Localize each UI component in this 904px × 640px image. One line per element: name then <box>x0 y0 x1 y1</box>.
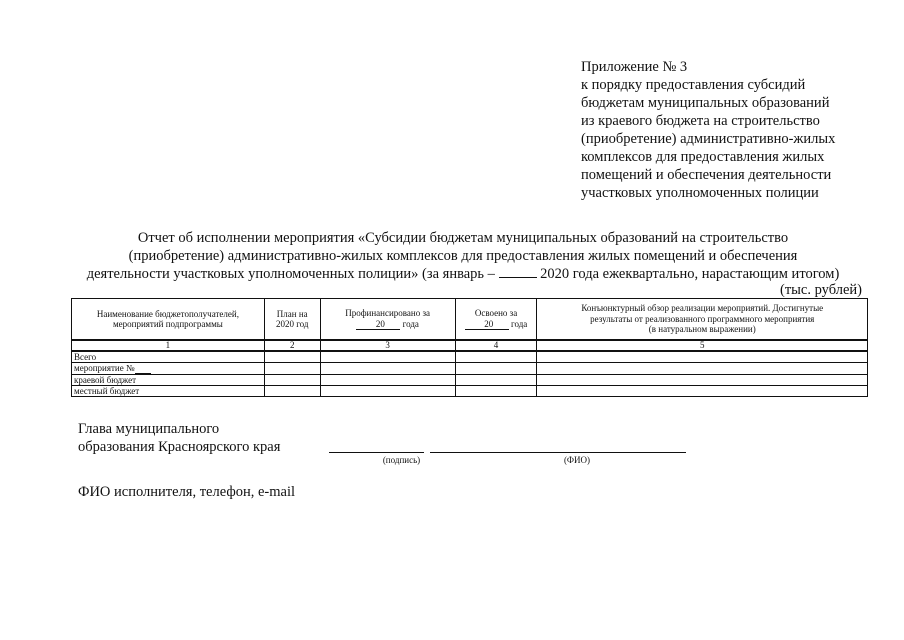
executor-contact-label: ФИО исполнителя, телефон, e-mail <box>78 484 296 500</box>
table-cell[interactable] <box>320 363 455 375</box>
report-table <box>71 298 868 397</box>
financed-year: 20 <box>372 319 388 331</box>
table-cell[interactable] <box>537 386 868 397</box>
appendix-line: помещений и обеспечения деятельности <box>581 167 832 183</box>
financed-year-blank[interactable] <box>388 319 400 331</box>
table-cell[interactable] <box>455 386 537 397</box>
column-number: 1 <box>72 340 265 351</box>
appendix-line: бюджетам муниципальных образований <box>581 95 830 111</box>
table-cell[interactable] <box>264 363 320 375</box>
appendix-line: участковых уполномоченных полиции <box>581 185 819 201</box>
appendix-line: комплексов для предоставления жилых <box>581 149 825 165</box>
table-cell[interactable] <box>320 351 455 363</box>
report-title-line-3-end: 2020 года ежеквартально, нарастающим итогом) <box>540 266 840 282</box>
table-cell[interactable] <box>264 386 320 397</box>
table-row <box>72 386 868 397</box>
column-number-row <box>72 340 868 351</box>
header-financed: Профинансировано за 20 года <box>320 299 455 341</box>
row-label-regional-budget: краевой бюджет <box>72 375 265 386</box>
header-recipients: Наименование бюджетополучателей, мероприятий подпрограммы <box>72 299 265 341</box>
table-row <box>72 363 868 375</box>
table-cell[interactable] <box>537 363 868 375</box>
table-cell[interactable] <box>455 363 537 375</box>
table-cell[interactable] <box>264 351 320 363</box>
mastered-year: 20 <box>481 319 497 331</box>
signature-caption: (подпись) <box>382 455 421 465</box>
mastered-blank-field[interactable] <box>465 319 481 331</box>
table-cell[interactable] <box>455 351 537 363</box>
header-plan: План на 2020 год <box>264 299 320 341</box>
table-cell[interactable] <box>537 351 868 363</box>
mastered-year-blank[interactable] <box>497 319 509 331</box>
report-title-line-2: (приобретение) административно-жилых комплексов для предоставления жилых помещений и обеспечения <box>128 248 798 264</box>
column-number: 4 <box>455 340 537 351</box>
units-label: (тыс. рублей) <box>780 282 862 298</box>
table-header-row <box>72 299 868 341</box>
row-label-local-budget: местный бюджет <box>72 386 265 397</box>
appendix-line: к порядку предоставления субсидий <box>581 77 806 93</box>
table-cell[interactable] <box>264 375 320 386</box>
name-caption: (ФИО) <box>563 455 591 465</box>
appendix-line: Приложение № 3 <box>581 59 688 75</box>
column-number: 2 <box>264 340 320 351</box>
table-cell[interactable] <box>320 386 455 397</box>
table-cell[interactable] <box>537 375 868 386</box>
header-review: Конъюнктурный обзор реализации мероприятий. Достигнутые результаты от реализованного программного мероприятия (в натуральном выражении) <box>537 299 868 341</box>
activity-number-blank[interactable] <box>135 363 151 374</box>
financed-blank-field[interactable] <box>356 319 372 331</box>
appendix-header <box>581 58 881 202</box>
appendix-line: (приобретение) административно-жилых <box>581 131 836 147</box>
name-line[interactable] <box>430 452 686 453</box>
column-number: 3 <box>320 340 455 351</box>
report-title-line-3 <box>60 265 866 283</box>
signatory-position: Глава муниципального образования Красноярского края <box>78 421 281 455</box>
table-cell[interactable] <box>455 375 537 386</box>
signature-line[interactable] <box>329 452 424 453</box>
table-cell[interactable] <box>320 375 455 386</box>
period-blank-field[interactable] <box>499 265 537 278</box>
appendix-line: из краевого бюджета на строительство <box>581 113 820 129</box>
report-title-line-3-start: деятельности участковых уполномоченных полиции» (за январь – <box>86 266 495 282</box>
row-label-total: Всего <box>72 351 265 363</box>
header-mastered: Освоено за 20 года <box>455 299 537 341</box>
table-row <box>72 375 868 386</box>
row-label-activity: мероприятие № <box>72 363 265 375</box>
report-title <box>60 229 866 283</box>
report-title-line-1: Отчет об исполнении мероприятия «Субсидии бюджетам муниципальных образований на строительство <box>137 230 789 246</box>
table-row <box>72 351 868 363</box>
column-number: 5 <box>537 340 868 351</box>
